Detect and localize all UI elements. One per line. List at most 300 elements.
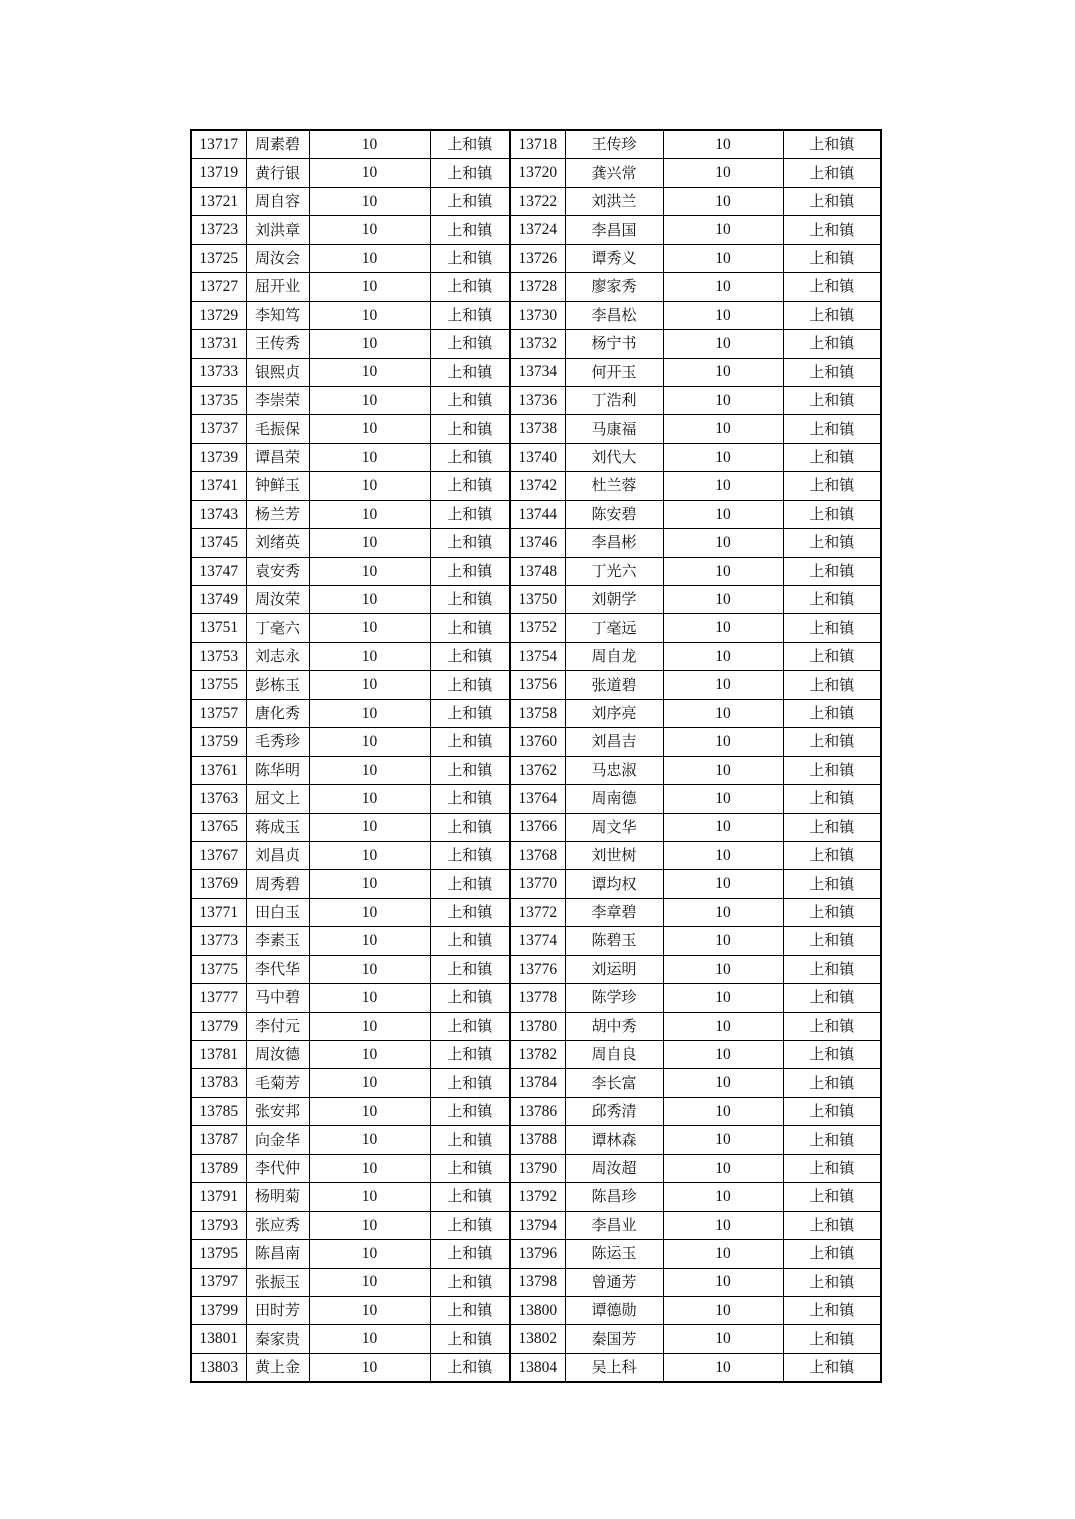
left-name-cell: 周汝德 [246, 1041, 309, 1069]
right-amount-cell: 10 [663, 1325, 783, 1353]
left-town-cell: 上和镇 [430, 1240, 510, 1268]
left-amount-cell: 10 [309, 927, 430, 955]
left-amount-cell: 10 [309, 216, 430, 244]
right-town-cell: 上和镇 [783, 443, 881, 471]
table-row [191, 1240, 881, 1268]
table-row [191, 1012, 881, 1040]
left-town-cell: 上和镇 [430, 984, 510, 1012]
left-id-cell: 13741 [191, 472, 246, 500]
right-id-cell: 13726 [510, 244, 565, 272]
left-id-cell: 13761 [191, 756, 246, 784]
right-id-cell: 13764 [510, 785, 565, 813]
right-town-cell: 上和镇 [783, 159, 881, 187]
right-id-cell: 13778 [510, 984, 565, 1012]
right-town-cell: 上和镇 [783, 1126, 881, 1154]
left-town-cell: 上和镇 [430, 841, 510, 869]
right-name-cell: 李昌业 [565, 1211, 663, 1239]
right-amount-cell: 10 [663, 1041, 783, 1069]
left-id-cell: 13783 [191, 1069, 246, 1097]
left-id-cell: 13773 [191, 927, 246, 955]
left-town-cell: 上和镇 [430, 1183, 510, 1211]
left-town-cell: 上和镇 [430, 301, 510, 329]
right-id-cell: 13744 [510, 500, 565, 528]
right-town-cell: 上和镇 [783, 216, 881, 244]
right-id-cell: 13786 [510, 1097, 565, 1125]
table-row [191, 898, 881, 926]
right-amount-cell: 10 [663, 984, 783, 1012]
left-town-cell: 上和镇 [430, 1211, 510, 1239]
left-amount-cell: 10 [309, 699, 430, 727]
left-id-cell: 13789 [191, 1154, 246, 1182]
left-id-cell: 13799 [191, 1296, 246, 1324]
right-id-cell: 13724 [510, 216, 565, 244]
left-id-cell: 13785 [191, 1097, 246, 1125]
table-row [191, 443, 881, 471]
right-amount-cell: 10 [663, 728, 783, 756]
left-amount-cell: 10 [309, 955, 430, 983]
right-name-cell: 李章碧 [565, 898, 663, 926]
right-id-cell: 13718 [510, 130, 565, 159]
right-town-cell: 上和镇 [783, 1154, 881, 1182]
right-town-cell: 上和镇 [783, 984, 881, 1012]
left-amount-cell: 10 [309, 472, 430, 500]
left-id-cell: 13719 [191, 159, 246, 187]
right-town-cell: 上和镇 [783, 244, 881, 272]
left-name-cell: 黄行银 [246, 159, 309, 187]
left-id-cell: 13747 [191, 557, 246, 585]
left-id-cell: 13797 [191, 1268, 246, 1296]
left-name-cell: 钟鲜玉 [246, 472, 309, 500]
left-town-cell: 上和镇 [430, 870, 510, 898]
left-town-cell: 上和镇 [430, 1268, 510, 1296]
right-amount-cell: 10 [663, 1154, 783, 1182]
right-id-cell: 13780 [510, 1012, 565, 1040]
right-amount-cell: 10 [663, 500, 783, 528]
right-town-cell: 上和镇 [783, 1041, 881, 1069]
left-town-cell: 上和镇 [430, 500, 510, 528]
right-name-cell: 马康福 [565, 415, 663, 443]
left-name-cell: 周素碧 [246, 130, 309, 159]
right-amount-cell: 10 [663, 415, 783, 443]
left-amount-cell: 10 [309, 330, 430, 358]
right-town-cell: 上和镇 [783, 415, 881, 443]
left-name-cell: 李代仲 [246, 1154, 309, 1182]
left-name-cell: 张振玉 [246, 1268, 309, 1296]
right-id-cell: 13740 [510, 443, 565, 471]
left-amount-cell: 10 [309, 1325, 430, 1353]
right-town-cell: 上和镇 [783, 386, 881, 414]
left-town-cell: 上和镇 [430, 1097, 510, 1125]
right-town-cell: 上和镇 [783, 614, 881, 642]
left-town-cell: 上和镇 [430, 216, 510, 244]
left-name-cell: 唐化秀 [246, 699, 309, 727]
left-id-cell: 13751 [191, 614, 246, 642]
left-amount-cell: 10 [309, 443, 430, 471]
right-name-cell: 李昌彬 [565, 529, 663, 557]
right-town-cell: 上和镇 [783, 841, 881, 869]
table-row [191, 130, 881, 159]
right-name-cell: 谭均权 [565, 870, 663, 898]
table-row [191, 785, 881, 813]
left-town-cell: 上和镇 [430, 955, 510, 983]
left-town-cell: 上和镇 [430, 927, 510, 955]
right-name-cell: 吴上科 [565, 1353, 663, 1382]
right-id-cell: 13722 [510, 187, 565, 215]
right-amount-cell: 10 [663, 1126, 783, 1154]
left-amount-cell: 10 [309, 1183, 430, 1211]
right-amount-cell: 10 [663, 1240, 783, 1268]
right-town-cell: 上和镇 [783, 671, 881, 699]
right-amount-cell: 10 [663, 699, 783, 727]
left-amount-cell: 10 [309, 1069, 430, 1097]
left-amount-cell: 10 [309, 642, 430, 670]
left-id-cell: 13727 [191, 273, 246, 301]
right-town-cell: 上和镇 [783, 813, 881, 841]
left-amount-cell: 10 [309, 358, 430, 386]
right-town-cell: 上和镇 [783, 898, 881, 926]
left-id-cell: 13733 [191, 358, 246, 386]
left-amount-cell: 10 [309, 1041, 430, 1069]
left-name-cell: 丁毫六 [246, 614, 309, 642]
left-amount-cell: 10 [309, 159, 430, 187]
table-row [191, 1126, 881, 1154]
right-id-cell: 13788 [510, 1126, 565, 1154]
table-row [191, 472, 881, 500]
left-id-cell: 13739 [191, 443, 246, 471]
table-row [191, 1069, 881, 1097]
right-town-cell: 上和镇 [783, 1097, 881, 1125]
right-amount-cell: 10 [663, 614, 783, 642]
left-town-cell: 上和镇 [430, 813, 510, 841]
left-amount-cell: 10 [309, 813, 430, 841]
left-amount-cell: 10 [309, 1240, 430, 1268]
right-town-cell: 上和镇 [783, 642, 881, 670]
left-name-cell: 蒋成玉 [246, 813, 309, 841]
right-id-cell: 13804 [510, 1353, 565, 1382]
left-name-cell: 王传秀 [246, 330, 309, 358]
right-name-cell: 刘运明 [565, 955, 663, 983]
left-town-cell: 上和镇 [430, 728, 510, 756]
left-amount-cell: 10 [309, 671, 430, 699]
left-name-cell: 刘洪章 [246, 216, 309, 244]
left-name-cell: 毛秀珍 [246, 728, 309, 756]
left-town-cell: 上和镇 [430, 1296, 510, 1324]
right-name-cell: 刘序亮 [565, 699, 663, 727]
right-id-cell: 13792 [510, 1183, 565, 1211]
left-town-cell: 上和镇 [430, 1353, 510, 1382]
table-row [191, 984, 881, 1012]
left-amount-cell: 10 [309, 130, 430, 159]
right-amount-cell: 10 [663, 1183, 783, 1211]
right-amount-cell: 10 [663, 1211, 783, 1239]
right-town-cell: 上和镇 [783, 1296, 881, 1324]
right-id-cell: 13734 [510, 358, 565, 386]
left-id-cell: 13791 [191, 1183, 246, 1211]
left-id-cell: 13755 [191, 671, 246, 699]
left-id-cell: 13735 [191, 386, 246, 414]
left-town-cell: 上和镇 [430, 1012, 510, 1040]
right-name-cell: 秦国芳 [565, 1325, 663, 1353]
left-amount-cell: 10 [309, 244, 430, 272]
right-name-cell: 谭秀义 [565, 244, 663, 272]
left-name-cell: 马中碧 [246, 984, 309, 1012]
left-id-cell: 13753 [191, 642, 246, 670]
left-town-cell: 上和镇 [430, 642, 510, 670]
right-name-cell: 周自龙 [565, 642, 663, 670]
right-id-cell: 13782 [510, 1041, 565, 1069]
right-town-cell: 上和镇 [783, 870, 881, 898]
left-town-cell: 上和镇 [430, 159, 510, 187]
left-town-cell: 上和镇 [430, 699, 510, 727]
right-town-cell: 上和镇 [783, 273, 881, 301]
right-town-cell: 上和镇 [783, 472, 881, 500]
right-name-cell: 龚兴常 [565, 159, 663, 187]
left-amount-cell: 10 [309, 841, 430, 869]
right-id-cell: 13732 [510, 330, 565, 358]
table-row [191, 330, 881, 358]
left-amount-cell: 10 [309, 586, 430, 614]
left-town-cell: 上和镇 [430, 529, 510, 557]
right-name-cell: 谭林森 [565, 1126, 663, 1154]
left-name-cell: 谭昌荣 [246, 443, 309, 471]
right-amount-cell: 10 [663, 671, 783, 699]
left-name-cell: 屈文上 [246, 785, 309, 813]
left-id-cell: 13763 [191, 785, 246, 813]
left-amount-cell: 10 [309, 870, 430, 898]
right-id-cell: 13720 [510, 159, 565, 187]
right-id-cell: 13796 [510, 1240, 565, 1268]
right-town-cell: 上和镇 [783, 358, 881, 386]
left-town-cell: 上和镇 [430, 1325, 510, 1353]
left-id-cell: 13721 [191, 187, 246, 215]
left-town-cell: 上和镇 [430, 330, 510, 358]
right-amount-cell: 10 [663, 557, 783, 585]
right-name-cell: 谭德勋 [565, 1296, 663, 1324]
table-row [191, 273, 881, 301]
left-town-cell: 上和镇 [430, 244, 510, 272]
left-id-cell: 13767 [191, 841, 246, 869]
left-name-cell: 周汝荣 [246, 586, 309, 614]
left-name-cell: 屈开业 [246, 273, 309, 301]
right-amount-cell: 10 [663, 898, 783, 926]
right-name-cell: 胡中秀 [565, 1012, 663, 1040]
right-name-cell: 周自良 [565, 1041, 663, 1069]
right-id-cell: 13754 [510, 642, 565, 670]
left-amount-cell: 10 [309, 898, 430, 926]
right-town-cell: 上和镇 [783, 1325, 881, 1353]
left-amount-cell: 10 [309, 1012, 430, 1040]
roster-table [190, 129, 882, 1383]
left-name-cell: 毛菊芳 [246, 1069, 309, 1097]
left-name-cell: 张安邦 [246, 1097, 309, 1125]
left-id-cell: 13793 [191, 1211, 246, 1239]
left-town-cell: 上和镇 [430, 1154, 510, 1182]
left-amount-cell: 10 [309, 386, 430, 414]
table-row [191, 1097, 881, 1125]
left-town-cell: 上和镇 [430, 557, 510, 585]
left-id-cell: 13771 [191, 898, 246, 926]
left-name-cell: 田时芳 [246, 1296, 309, 1324]
left-name-cell: 秦家贵 [246, 1325, 309, 1353]
left-name-cell: 李崇荣 [246, 386, 309, 414]
right-name-cell: 何开玉 [565, 358, 663, 386]
left-amount-cell: 10 [309, 728, 430, 756]
table-row [191, 728, 881, 756]
right-id-cell: 13784 [510, 1069, 565, 1097]
table-row [191, 586, 881, 614]
left-amount-cell: 10 [309, 756, 430, 784]
table-row [191, 386, 881, 414]
left-id-cell: 13775 [191, 955, 246, 983]
left-name-cell: 杨明菊 [246, 1183, 309, 1211]
right-amount-cell: 10 [663, 187, 783, 215]
right-name-cell: 李长富 [565, 1069, 663, 1097]
left-amount-cell: 10 [309, 1097, 430, 1125]
left-name-cell: 李付元 [246, 1012, 309, 1040]
left-id-cell: 13731 [191, 330, 246, 358]
right-amount-cell: 10 [663, 1353, 783, 1382]
left-name-cell: 周自容 [246, 187, 309, 215]
right-name-cell: 陈安碧 [565, 500, 663, 528]
left-town-cell: 上和镇 [430, 756, 510, 784]
left-id-cell: 13787 [191, 1126, 246, 1154]
right-id-cell: 13760 [510, 728, 565, 756]
right-name-cell: 马忠淑 [565, 756, 663, 784]
left-town-cell: 上和镇 [430, 671, 510, 699]
right-id-cell: 13742 [510, 472, 565, 500]
left-town-cell: 上和镇 [430, 443, 510, 471]
right-name-cell: 周汝超 [565, 1154, 663, 1182]
right-town-cell: 上和镇 [783, 130, 881, 159]
table-row [191, 756, 881, 784]
left-town-cell: 上和镇 [430, 187, 510, 215]
right-id-cell: 13790 [510, 1154, 565, 1182]
table-row [191, 642, 881, 670]
right-id-cell: 13770 [510, 870, 565, 898]
right-id-cell: 13802 [510, 1325, 565, 1353]
left-id-cell: 13759 [191, 728, 246, 756]
left-amount-cell: 10 [309, 500, 430, 528]
left-name-cell: 刘绪英 [246, 529, 309, 557]
right-town-cell: 上和镇 [783, 1069, 881, 1097]
left-amount-cell: 10 [309, 415, 430, 443]
right-name-cell: 李昌国 [565, 216, 663, 244]
right-name-cell: 杨宁书 [565, 330, 663, 358]
left-name-cell: 毛振保 [246, 415, 309, 443]
left-amount-cell: 10 [309, 1211, 430, 1239]
table-row [191, 1154, 881, 1182]
right-name-cell: 刘世树 [565, 841, 663, 869]
left-town-cell: 上和镇 [430, 785, 510, 813]
right-town-cell: 上和镇 [783, 955, 881, 983]
right-amount-cell: 10 [663, 159, 783, 187]
right-id-cell: 13756 [510, 671, 565, 699]
right-amount-cell: 10 [663, 1296, 783, 1324]
right-amount-cell: 10 [663, 301, 783, 329]
table-row [191, 1325, 881, 1353]
left-name-cell: 银熙贞 [246, 358, 309, 386]
right-amount-cell: 10 [663, 813, 783, 841]
left-amount-cell: 10 [309, 1126, 430, 1154]
left-name-cell: 周秀碧 [246, 870, 309, 898]
right-town-cell: 上和镇 [783, 1240, 881, 1268]
right-name-cell: 刘洪兰 [565, 187, 663, 215]
right-town-cell: 上和镇 [783, 557, 881, 585]
table-row [191, 301, 881, 329]
table-row [191, 187, 881, 215]
left-id-cell: 13723 [191, 216, 246, 244]
right-amount-cell: 10 [663, 1069, 783, 1097]
left-id-cell: 13795 [191, 1240, 246, 1268]
left-name-cell: 周汝会 [246, 244, 309, 272]
left-amount-cell: 10 [309, 1268, 430, 1296]
left-name-cell: 李知笃 [246, 301, 309, 329]
right-amount-cell: 10 [663, 330, 783, 358]
table-row [191, 557, 881, 585]
right-amount-cell: 10 [663, 785, 783, 813]
left-town-cell: 上和镇 [430, 472, 510, 500]
left-id-cell: 13745 [191, 529, 246, 557]
table-body [191, 130, 881, 1382]
right-id-cell: 13746 [510, 529, 565, 557]
right-amount-cell: 10 [663, 586, 783, 614]
right-name-cell: 丁光六 [565, 557, 663, 585]
left-name-cell: 刘志永 [246, 642, 309, 670]
left-name-cell: 张应秀 [246, 1211, 309, 1239]
table-row [191, 1353, 881, 1382]
right-id-cell: 13738 [510, 415, 565, 443]
right-name-cell: 刘朝学 [565, 586, 663, 614]
left-id-cell: 13769 [191, 870, 246, 898]
right-name-cell: 丁毫远 [565, 614, 663, 642]
table-row [191, 358, 881, 386]
right-name-cell: 李昌松 [565, 301, 663, 329]
table-row [191, 1296, 881, 1324]
right-name-cell: 张道碧 [565, 671, 663, 699]
left-name-cell: 李素玉 [246, 927, 309, 955]
right-name-cell: 丁浩利 [565, 386, 663, 414]
right-name-cell: 杜兰蓉 [565, 472, 663, 500]
right-id-cell: 13798 [510, 1268, 565, 1296]
right-amount-cell: 10 [663, 386, 783, 414]
right-amount-cell: 10 [663, 244, 783, 272]
table-row [191, 244, 881, 272]
left-town-cell: 上和镇 [430, 1126, 510, 1154]
left-id-cell: 13757 [191, 699, 246, 727]
right-amount-cell: 10 [663, 642, 783, 670]
right-amount-cell: 10 [663, 472, 783, 500]
left-amount-cell: 10 [309, 529, 430, 557]
left-amount-cell: 10 [309, 614, 430, 642]
left-amount-cell: 10 [309, 1154, 430, 1182]
left-name-cell: 向金华 [246, 1126, 309, 1154]
left-id-cell: 13729 [191, 301, 246, 329]
left-id-cell: 13801 [191, 1325, 246, 1353]
right-town-cell: 上和镇 [783, 330, 881, 358]
left-town-cell: 上和镇 [430, 614, 510, 642]
left-id-cell: 13777 [191, 984, 246, 1012]
left-name-cell: 陈华明 [246, 756, 309, 784]
right-id-cell: 13752 [510, 614, 565, 642]
right-amount-cell: 10 [663, 841, 783, 869]
table-row [191, 1183, 881, 1211]
left-amount-cell: 10 [309, 1296, 430, 1324]
right-town-cell: 上和镇 [783, 756, 881, 784]
right-name-cell: 陈学珍 [565, 984, 663, 1012]
left-id-cell: 13803 [191, 1353, 246, 1382]
table-row [191, 500, 881, 528]
right-town-cell: 上和镇 [783, 301, 881, 329]
